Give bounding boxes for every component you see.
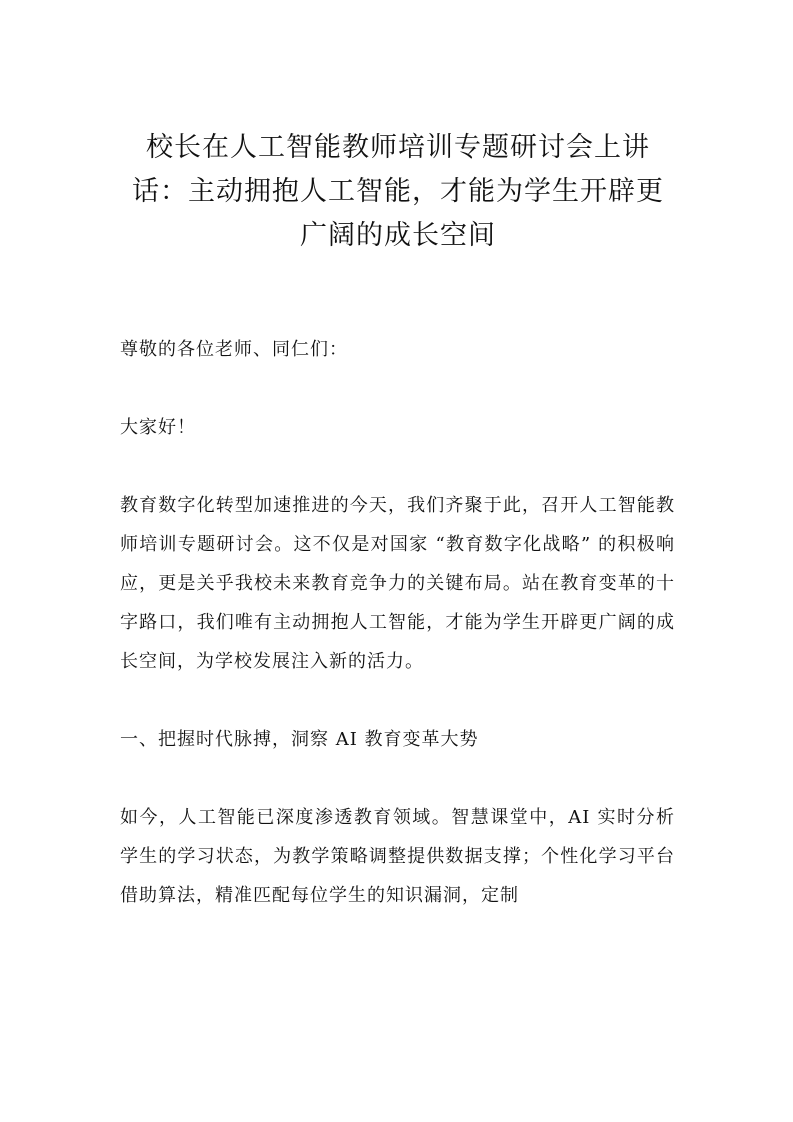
document-body (120, 330, 675, 915)
intro-paragraph: 教育数字化转型加速推进的今天，我们齐聚于此，召开人工智能教师培训专题研讨会。这不仅是对国家 “教育数字化战略” 的积极响应，更是关乎我校未来教育竞争力的关键布局。站在教育变革的十字路口，我们唯有主动拥抱人工智能，才能为学生开辟更广阔的成长空间，为学校发展注入新的活力。 (120, 495, 675, 672)
salutation: 尊敬的各位老师、同仁们： (120, 339, 348, 360)
section-paragraph: 如今，人工智能已深度渗透教育领域。智慧课堂中，AI 实时分析学生的学习状态，为教学策略调整提供数据支撑；个性化学习平台借助算法，精准匹配每位学生的知识漏洞，定制 (120, 807, 675, 906)
title-line-3: 广阔的成长空间 (300, 220, 496, 251)
title-line-2: 话：主动拥抱人工智能，才能为学生开辟更 (132, 176, 664, 207)
document-title (118, 126, 678, 258)
title-line-1: 校长在人工智能教师培训专题研讨会上讲 (146, 132, 650, 163)
greeting: 大家好！ (120, 417, 196, 438)
section-heading: 一、把握时代脉搏，洞察 AI 教育变革大势 (120, 729, 479, 750)
